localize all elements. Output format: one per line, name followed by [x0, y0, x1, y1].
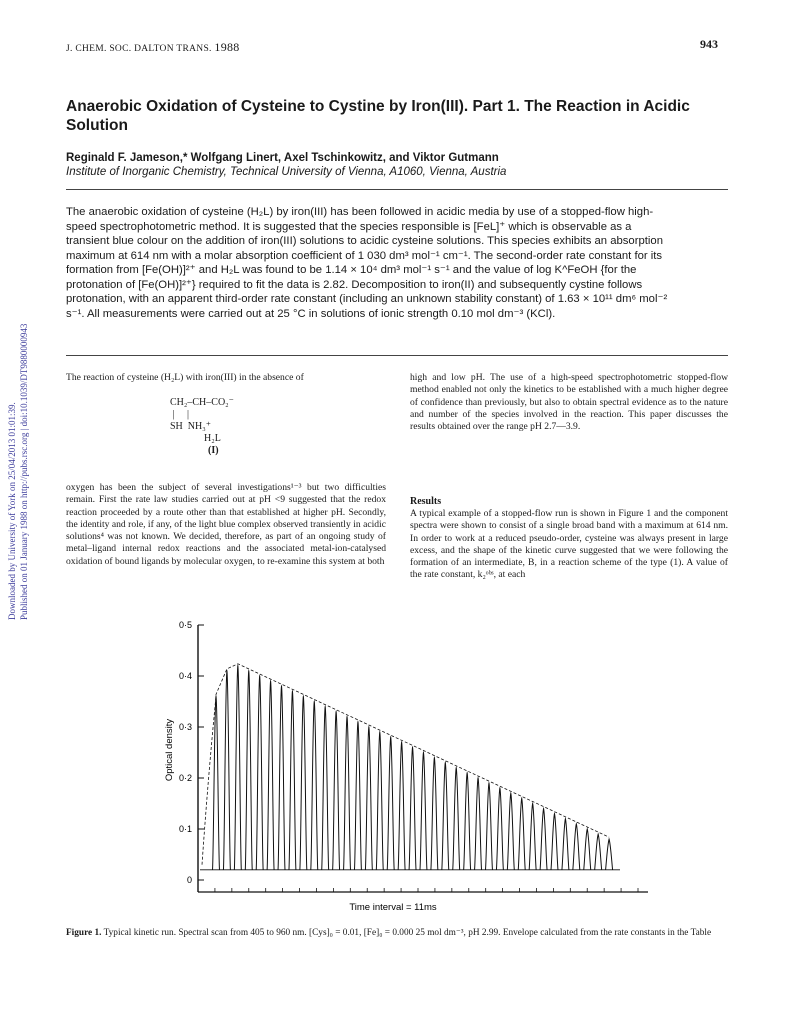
results-heading: Results	[410, 496, 442, 507]
structure-line4: H₂L	[204, 433, 221, 444]
top-rule	[66, 189, 728, 190]
y-tick-label: 0·5	[178, 620, 192, 630]
spectrum-spike	[496, 788, 503, 870]
x-axis-label: Time interval = 11ms	[349, 902, 437, 913]
page-number: 943	[700, 37, 718, 51]
spectrum-spike	[333, 712, 340, 870]
spectrum-spike	[518, 798, 525, 869]
download-notice[interactable]	[6, 220, 30, 620]
results-paragraph	[410, 508, 728, 582]
spectrum-spike	[420, 753, 427, 870]
spectrum-spike	[529, 804, 536, 870]
spectrum-spike	[475, 778, 482, 870]
spectrum-spike	[573, 824, 580, 870]
spectrum-spike	[551, 814, 558, 870]
structure-line3: SH NH₃⁺	[170, 421, 211, 432]
right-paragraph	[410, 372, 728, 433]
y-tick-label: 0·2	[178, 773, 192, 783]
spectrum-spike	[507, 793, 514, 870]
spectrum-spike	[354, 722, 361, 870]
left-intro	[66, 372, 386, 384]
results-paragraph-text: A typical example of a stopped-flow run is shown in Figure 1 and the component spectra were shown to consist of a single broad band with a maximum at 614 nm. In order to work at a reduced pseudo-order, cysteine was always present in large excess, and the shape of the kinetic curve suggested that we were following the formation of an intermediate, B, in a reaction scheme of the type (1). A value of the rate constant, k₂ᵒᵇˢ, at each	[410, 508, 728, 581]
left-intro-text: The reaction of cysteine (H₂L) with iron(III) in the absence of	[66, 372, 304, 383]
spectrum-spike	[376, 732, 383, 870]
y-tick-label: 0·4	[178, 671, 192, 681]
structure-label: (I)	[208, 445, 219, 456]
spectrum-spike	[223, 671, 230, 870]
download-notice-line1[interactable]: Downloaded by University of York on 25/04/2013 01:01:39.	[7, 402, 17, 620]
left-paragraph-text: oxygen has been the subject of several investigations¹⁻³ but two difficulties remain. First the rate law studies carried out at pH <9 suggested that the redox reaction proceeded by a route other than that established at higher pH. Secondly, the identity and role, if any, of the light blue complex observed transiently in acidic solutions⁴ was not known. We decided, therefore, as part of an ongoing study of metal–ligand internal redox reactions and the associated metal-ion-catalysed oxidation of bound ligands by molecular oxygen, to re-examine this system at both	[66, 482, 386, 567]
spectrum-spike	[606, 839, 613, 870]
spectrum-spike	[311, 702, 318, 870]
download-notice-line2[interactable]: Published on 01 January 1988 on http://pubs.rsc.org | doi:10.1039/DT9880000943	[19, 323, 29, 620]
author-list: Reginald F. Jameson,* Wolfgang Linert, Axel Tschinkowitz, and Viktor Gutmann	[66, 152, 499, 164]
calculated-envelope	[202, 664, 609, 865]
abstract-rule	[66, 355, 728, 356]
y-axis-label: Optical density	[164, 718, 175, 782]
abstract	[66, 205, 676, 321]
spectrum-spike	[398, 742, 405, 870]
right-paragraph-text: high and low pH. The use of a high-speed spectrophotometric stopped-flow method enabled not only the kinetics to be established with a much higher degree of confidence than previously, but also to obtain spectral evidence as to the nature and number of the species involved in the reaction. This paper discusses the results obtained over the range pH 2.7—3.9.	[410, 372, 728, 433]
spectrum-spike	[464, 773, 471, 870]
left-paragraph	[66, 482, 386, 568]
spectrum-spike	[365, 727, 372, 870]
article-title: Anaerobic Oxidation of Cysteine to Cystine by Iron(III). Part 1. The Reaction in Acidic Solution	[66, 98, 690, 134]
spectrum-spike	[485, 783, 492, 870]
y-tick-label: 0	[186, 875, 192, 885]
journal-year: 1988	[214, 40, 240, 54]
y-tick-label: 0·3	[178, 722, 192, 732]
running-head	[66, 40, 240, 55]
caption-text: Typical kinetic run. Spectral scan from 405 to 960 nm. [Cys]₀ = 0.01, [Fe]₀ = 0.000 25 mol dm⁻³, pH 2.99. Envelope calculated from the rate constants in the Table	[103, 928, 712, 938]
figure-caption	[66, 927, 728, 939]
affiliation: Institute of Inorganic Chemistry, Technical University of Vienna, A1060, Vienna, Austria	[66, 166, 507, 178]
cysteine-structure	[170, 397, 234, 457]
spectrum-spike	[442, 763, 449, 870]
spectrum-spike	[256, 676, 263, 870]
journal-name: J. CHEM. SOC. DALTON TRANS.	[66, 44, 212, 54]
spectrum-spike	[267, 681, 274, 870]
spectrum-spike	[289, 691, 296, 870]
spectrum-spike	[562, 819, 569, 870]
spectrum-spike	[278, 686, 285, 870]
figure-1-chart	[150, 612, 670, 922]
spectrum-spike	[409, 747, 416, 869]
spectrum-spike	[453, 768, 460, 870]
spectrum-spike	[431, 758, 438, 870]
y-tick-label: 0·1	[178, 824, 192, 834]
structure-line1: CH₂–CH–CO₂⁻	[170, 397, 234, 408]
abstract-text: The anaerobic oxidation of cysteine (H₂L) by iron(III) has been followed in acidic media by use of a stopped-flow high-speed spectrophotometric method. It is suggested that the species responsible is [FeL]⁺ which is observable as a transient blue colour on the addition of iron(III) solutions to acidic cysteine solutions. This species exhibits an absorption maximum at 614 nm with a molar absorption coefficient of 1 030 dm³ mol⁻¹ cm⁻¹. The second-order rate constant for its formation from [Fe(OH)]²⁺ and H₂L was found to be 1.14 × 10⁴ dm³ mol⁻¹ s⁻¹ and the value of log K^FeOH {for the protonation of [Fe(OH)]²⁺} required to fit the data is 2.82. Decomposition to iron(II) and subsequently cystine follows protonation, with an apparent third-order rate constant (including an unknown stability constant) of 1.63 × 10¹¹ dm⁶ mol⁻² s⁻¹. All measurements were carried out at 25 °C in solutions of ionic strength 0.10 mol dm⁻³ (KCl).	[66, 206, 668, 320]
spectrum-spike	[344, 717, 351, 870]
caption-label: Figure 1.	[66, 928, 102, 938]
spectrum-spike	[584, 829, 591, 870]
spectrum-spike	[234, 666, 241, 870]
spectrum-spike	[245, 671, 252, 870]
spectrum-spike	[300, 696, 307, 869]
spectrum-spike	[540, 809, 547, 870]
spectrum-spike	[595, 834, 602, 870]
spectrum-spike	[322, 707, 329, 870]
structure-line2: | |	[170, 409, 190, 420]
spectrum-spike	[387, 737, 394, 870]
